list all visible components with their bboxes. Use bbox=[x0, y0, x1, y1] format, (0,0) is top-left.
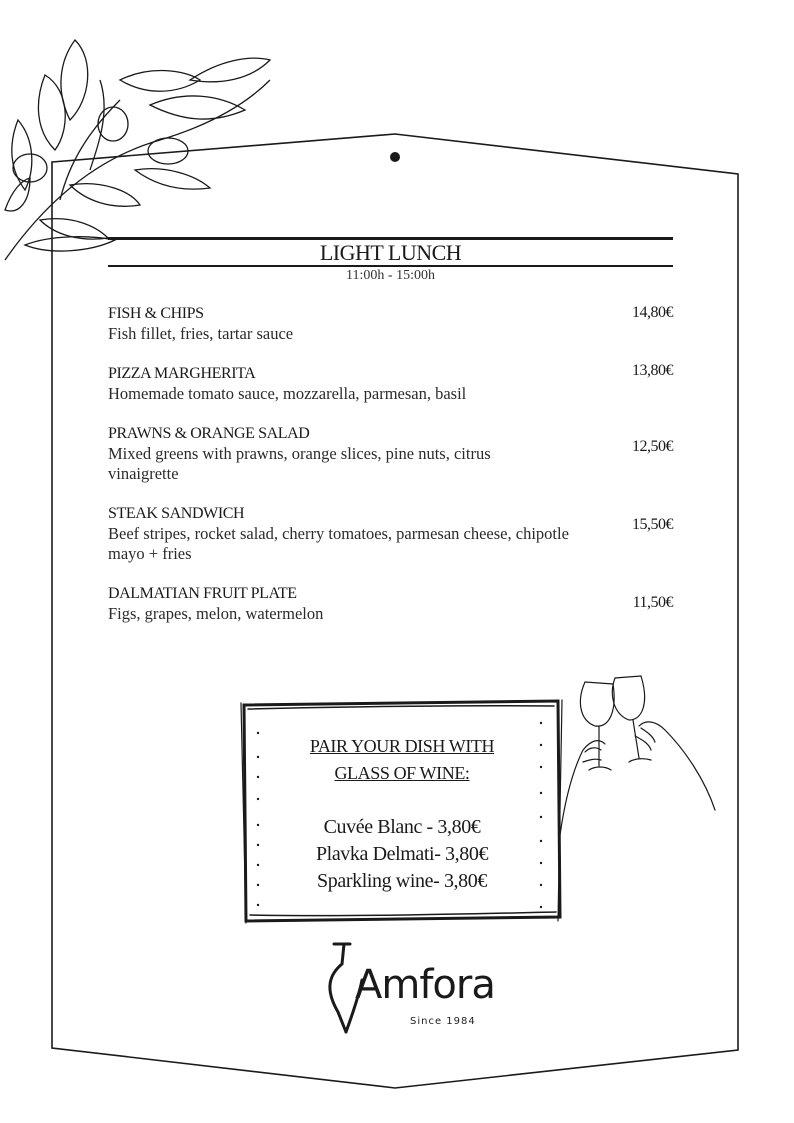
wine-item: Cuvée Blanc - 3,80€ bbox=[323, 816, 481, 838]
item-description: Beef stripes, rocket salad, cherry tomatoes, parmesan cheese, chipotle mayo + fries bbox=[108, 524, 569, 563]
item-name: PIZZA MARGHERITA bbox=[108, 365, 256, 382]
item-description: Mixed greens with prawns, orange slices, pine nuts, citrus vinaigrette bbox=[108, 444, 491, 483]
logo-tagline: Since 1984 bbox=[410, 1016, 476, 1027]
menu-item bbox=[108, 504, 673, 564]
item-price: 14,80€ bbox=[632, 304, 673, 321]
item-name: PRAWNS & ORANGE SALAD bbox=[108, 425, 310, 442]
item-price: 11,50€ bbox=[632, 594, 673, 611]
hanging-hole-icon bbox=[390, 152, 400, 162]
wine-heading-line2: GLASS OF WINE: bbox=[334, 763, 470, 783]
menu-item bbox=[108, 364, 673, 404]
item-description: Fish fillet, fries, tartar sauce bbox=[108, 324, 294, 343]
item-name: STEAK SANDWICH bbox=[108, 505, 245, 522]
item-price: 13,80€ bbox=[632, 362, 673, 379]
page-title: LIGHT LUNCH bbox=[319, 240, 462, 265]
wine-item: Plavka Delmati- 3,80€ bbox=[315, 843, 489, 865]
item-price: 15,50€ bbox=[632, 516, 673, 533]
item-price: 12,50€ bbox=[632, 438, 673, 455]
menu-item bbox=[108, 584, 673, 624]
menu-item bbox=[108, 304, 673, 344]
item-name: FISH & CHIPS bbox=[108, 305, 204, 322]
title-bottom-rule bbox=[108, 265, 673, 267]
wine-heading-line1: PAIR YOUR DISH WITH bbox=[309, 736, 495, 756]
wine-item: Sparkling wine- 3,80€ bbox=[317, 870, 487, 892]
olive-branch-icon bbox=[0, 20, 290, 270]
logo-wordmark: Amfora bbox=[355, 962, 495, 1008]
item-description: Figs, grapes, melon, watermelon bbox=[108, 604, 324, 623]
menu-item bbox=[108, 424, 673, 484]
item-description: Homemade tomato sauce, mozzarella, parmesan, basil bbox=[108, 384, 467, 403]
toasting-wine-glasses-icon bbox=[555, 670, 725, 840]
serving-hours: 11:00h - 15:00h bbox=[346, 268, 435, 283]
wine-pairing-box bbox=[262, 733, 542, 895]
item-name: DALMATIAN FRUIT PLATE bbox=[108, 585, 297, 602]
